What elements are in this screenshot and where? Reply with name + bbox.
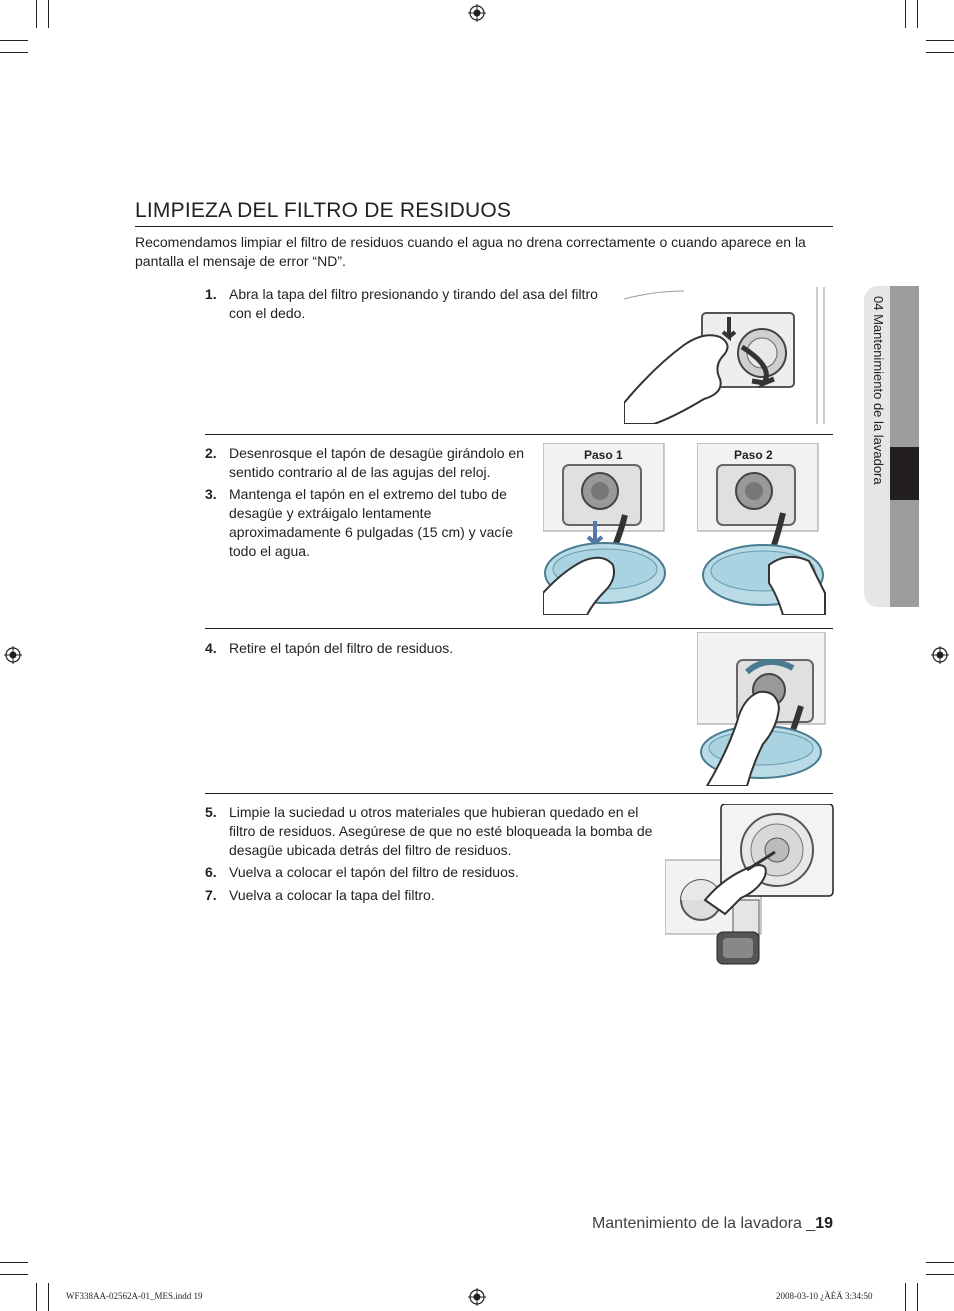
crop-mark: [0, 40, 28, 41]
drain-step1-illustration: [543, 443, 668, 615]
page-title: LIMPIEZA DEL FILTRO DE RESIDUOS: [135, 199, 512, 222]
step-text: Retire el tapón del filtro de residuos.: [229, 640, 454, 656]
crop-mark: [926, 1274, 954, 1275]
crop-mark: [36, 0, 37, 28]
page-footer: [592, 1215, 833, 1233]
page-number: 19: [815, 1215, 833, 1232]
registration-mark-icon: [931, 646, 949, 664]
chapter-tab-marker: [890, 447, 919, 500]
remove-filter-cap-illustration: [697, 632, 827, 786]
paso-1-label: Paso 1: [584, 448, 623, 462]
crop-mark: [0, 1262, 28, 1263]
crop-mark: [917, 0, 918, 28]
registration-mark-icon: [468, 1288, 486, 1306]
clean-filter-illustration: [665, 804, 835, 966]
section-divider: [205, 628, 833, 629]
step-number: 6.: [205, 864, 217, 880]
crop-mark: [36, 1283, 37, 1311]
crop-mark: [917, 1283, 918, 1311]
section-divider: [205, 793, 833, 794]
step-text: Vuelva a colocar el tapón del filtro de residuos.: [229, 864, 519, 880]
step-number: 3.: [205, 486, 217, 502]
step-number: 2.: [205, 445, 217, 461]
intro-paragraph: Recomendamos limpiar el filtro de residuos cuando el agua no drena correctamente o cuando aparece en la pantalla el mensaje de error “ND”.: [135, 234, 806, 269]
crop-mark: [0, 1274, 28, 1275]
crop-mark: [905, 0, 906, 28]
step-number: 1.: [205, 286, 217, 302]
footer-section-name: Mantenimiento de la lavadora _: [591, 1215, 816, 1232]
crop-mark: [0, 52, 28, 53]
step-text: Limpie la suciedad u otros materiales que hubieran quedado en el filtro de residuos. Asegúrese de que no esté bloqueada la bomba de desagüe ubicada detrás del filtro de residuos.: [229, 804, 653, 858]
registration-mark-icon: [468, 4, 486, 22]
step-number: 4.: [205, 640, 217, 656]
crop-mark: [926, 52, 954, 53]
crop-mark: [905, 1283, 906, 1311]
paso-2-label: Paso 2: [734, 448, 773, 462]
crop-mark: [48, 0, 49, 28]
step-text: Mantenga el tapón en el extremo del tubo de desagüe y extráigalo lentamente aproximadamente 6 pulgadas (15 cm) y vacíe todo el agua.: [229, 486, 514, 559]
chapter-tab-label: 04 Mantenimiento de la lavadora: [871, 296, 886, 485]
crop-mark: [926, 1262, 954, 1263]
step-number: 7.: [205, 887, 217, 903]
crop-mark: [48, 1283, 49, 1311]
open-filter-cover-illustration: [624, 287, 826, 424]
title-rule: [135, 226, 833, 227]
step-text: Desenrosque el tapón de desagüe girándolo en sentido contrario al de las agujas del reloj.: [229, 445, 525, 480]
print-slug-right: 2008-03-10 ¿ÀÈÄ 3:34:50: [776, 1291, 873, 1301]
step-number: 5.: [205, 804, 217, 820]
crop-mark: [926, 40, 954, 41]
step-text: Abra la tapa del filtro presionando y tirando del asa del filtro con el dedo.: [229, 286, 598, 321]
registration-mark-icon: [4, 646, 22, 664]
section-divider: [205, 434, 833, 435]
step-text: Vuelva a colocar la tapa del filtro.: [229, 887, 435, 903]
print-slug-left: WF338AA-02562A-01_MES.indd 19: [66, 1291, 203, 1301]
drain-step2-illustration: [697, 443, 827, 615]
